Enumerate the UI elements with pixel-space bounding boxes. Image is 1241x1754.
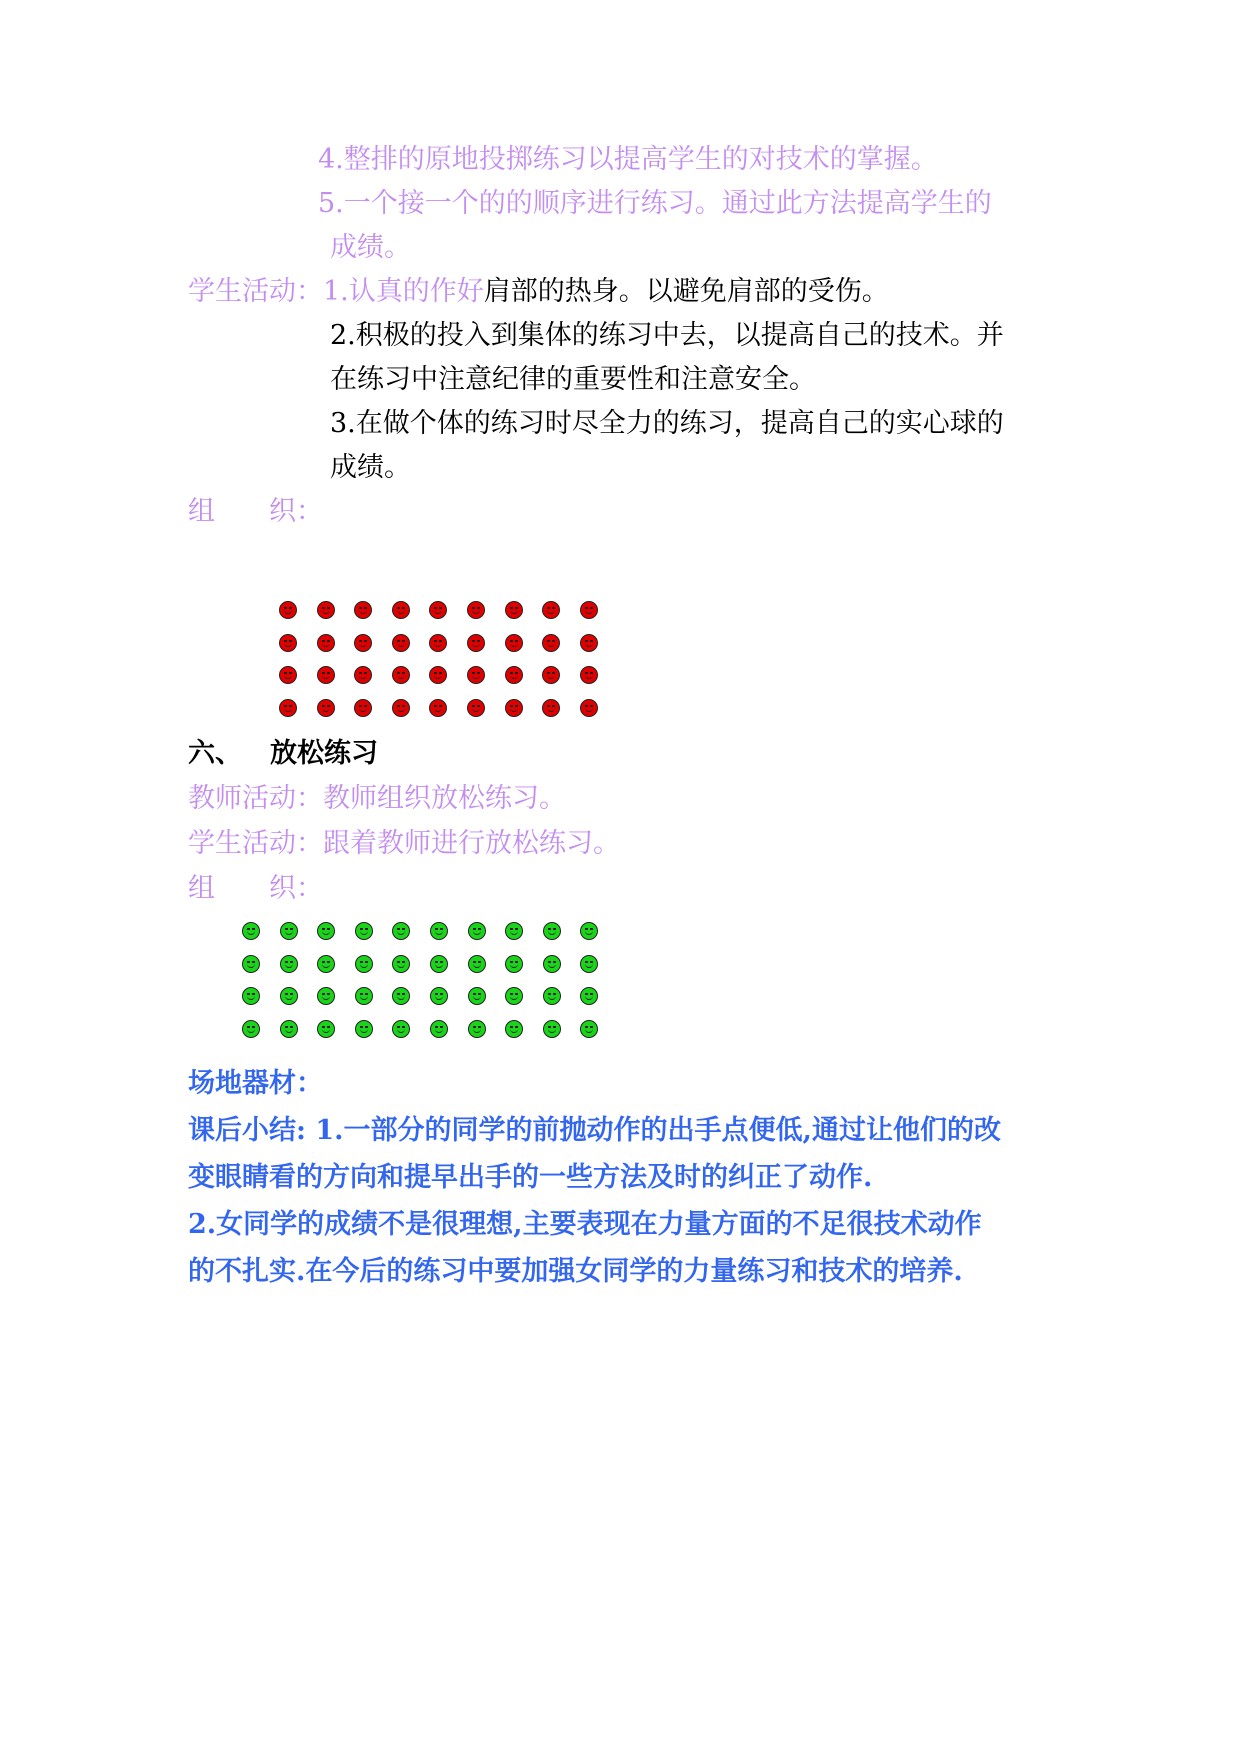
student-marker xyxy=(467,634,485,652)
section-6-title: 放松练习 xyxy=(270,738,378,769)
student-marker xyxy=(392,634,410,652)
student-marker xyxy=(505,922,523,940)
student-marker xyxy=(242,987,260,1005)
student-marker xyxy=(430,955,448,973)
student-marker xyxy=(505,987,523,1005)
organization-label: 组 织： xyxy=(188,496,323,527)
student-activity-item-2-continued: 在练习中注意纪律的重要性和注意安全。 xyxy=(330,364,816,395)
teacher-item-5-continued: 成绩。 xyxy=(330,232,411,263)
student-marker xyxy=(242,1020,260,1038)
student-activity-item-2: 2.积极的投入到集体的练习中去，以提高自己的技术。并 xyxy=(330,320,1004,351)
section-6-heading xyxy=(188,740,378,767)
student-marker xyxy=(317,1020,335,1038)
student-marker xyxy=(317,666,335,684)
student-marker xyxy=(468,955,486,973)
student-marker xyxy=(580,601,598,619)
student-marker xyxy=(392,1020,410,1038)
student-marker xyxy=(392,955,410,973)
student-marker xyxy=(543,955,561,973)
student-marker xyxy=(279,601,297,619)
student-marker xyxy=(355,987,373,1005)
student-activity-item-1-end: 肩部的热身。以避免肩部的受伤。 xyxy=(483,276,889,307)
student-activity-item-3: 3.在做个体的练习时尽全力的练习，提高自己的实心球的 xyxy=(330,408,1004,439)
student-marker xyxy=(355,1020,373,1038)
student-marker xyxy=(505,1020,523,1038)
student-marker xyxy=(280,955,298,973)
student-marker xyxy=(354,699,372,717)
teacher-item-4: 4.整排的原地投掷练习以提高学生的对技术的掌握。 xyxy=(318,144,938,175)
student-marker xyxy=(354,634,372,652)
student-marker xyxy=(543,987,561,1005)
summary-line-1: 课后小结: 1.一部分的同学的前抛动作的出手点便低,通过让他们的改 xyxy=(188,1115,1001,1146)
student-marker xyxy=(580,955,598,973)
student-marker xyxy=(580,666,598,684)
student-marker xyxy=(279,666,297,684)
student-marker xyxy=(580,634,598,652)
student-marker xyxy=(505,955,523,973)
student-marker xyxy=(392,987,410,1005)
student-marker xyxy=(317,699,335,717)
student-marker xyxy=(468,987,486,1005)
student-marker xyxy=(392,699,410,717)
student-marker xyxy=(542,699,560,717)
student-marker xyxy=(505,601,523,619)
student-marker xyxy=(580,922,598,940)
student-marker xyxy=(580,1020,598,1038)
student-marker xyxy=(354,601,372,619)
student-marker xyxy=(242,955,260,973)
student-marker xyxy=(467,699,485,717)
summary-line-3: 2.女同学的成绩不是很理想,主要表现在力量方面的不足很技术动作 xyxy=(188,1209,982,1240)
student-marker xyxy=(505,699,523,717)
student-marker xyxy=(280,987,298,1005)
student-marker xyxy=(543,1020,561,1038)
student-marker xyxy=(392,666,410,684)
student-marker xyxy=(279,634,297,652)
section-6-student-activity: 学生活动：跟着教师进行放松练习。 xyxy=(188,828,620,859)
student-activity-label: 学生活动： xyxy=(188,276,323,307)
summary-line-2: 变眼睛看的方向和提早出手的一些方法及时的纠正了动作. xyxy=(188,1162,873,1193)
student-marker xyxy=(392,922,410,940)
section-6-number: 六、 xyxy=(188,738,242,769)
student-marker xyxy=(580,699,598,717)
student-marker xyxy=(543,922,561,940)
student-marker xyxy=(280,1020,298,1038)
student-activity-item-1 xyxy=(188,278,889,305)
student-marker xyxy=(430,987,448,1005)
student-marker xyxy=(468,922,486,940)
student-marker xyxy=(467,666,485,684)
summary-line-4: 的不扎实.在今后的练习中要加强女同学的力量练习和技术的培养. xyxy=(188,1256,963,1287)
student-marker xyxy=(429,666,447,684)
section-6-teacher-activity: 教师活动：教师组织放松练习。 xyxy=(188,783,566,814)
student-marker xyxy=(430,1020,448,1038)
student-marker xyxy=(467,601,485,619)
student-marker xyxy=(505,634,523,652)
student-marker xyxy=(355,955,373,973)
student-marker xyxy=(317,955,335,973)
student-marker xyxy=(429,601,447,619)
student-marker xyxy=(542,666,560,684)
student-marker xyxy=(542,634,560,652)
student-marker xyxy=(430,922,448,940)
student-marker xyxy=(242,922,260,940)
student-marker xyxy=(280,922,298,940)
student-marker xyxy=(505,666,523,684)
student-marker xyxy=(355,922,373,940)
student-marker xyxy=(317,922,335,940)
student-marker xyxy=(317,634,335,652)
student-marker xyxy=(279,699,297,717)
student-marker xyxy=(429,634,447,652)
section-6-organization-label: 组 织： xyxy=(188,873,323,904)
teacher-item-5: 5.一个接一个的的顺序进行练习。通过此方法提高学生的 xyxy=(318,188,992,219)
student-marker xyxy=(542,601,560,619)
student-activity-item-1-start: 1.认真的作好 xyxy=(323,276,484,307)
student-marker xyxy=(392,601,410,619)
student-marker xyxy=(317,601,335,619)
student-marker xyxy=(468,1020,486,1038)
venue-equipment-label: 场地器材： xyxy=(188,1068,323,1099)
student-marker xyxy=(354,666,372,684)
student-marker xyxy=(580,987,598,1005)
student-activity-item-3-continued: 成绩。 xyxy=(330,452,411,483)
student-marker xyxy=(429,699,447,717)
student-marker xyxy=(317,987,335,1005)
